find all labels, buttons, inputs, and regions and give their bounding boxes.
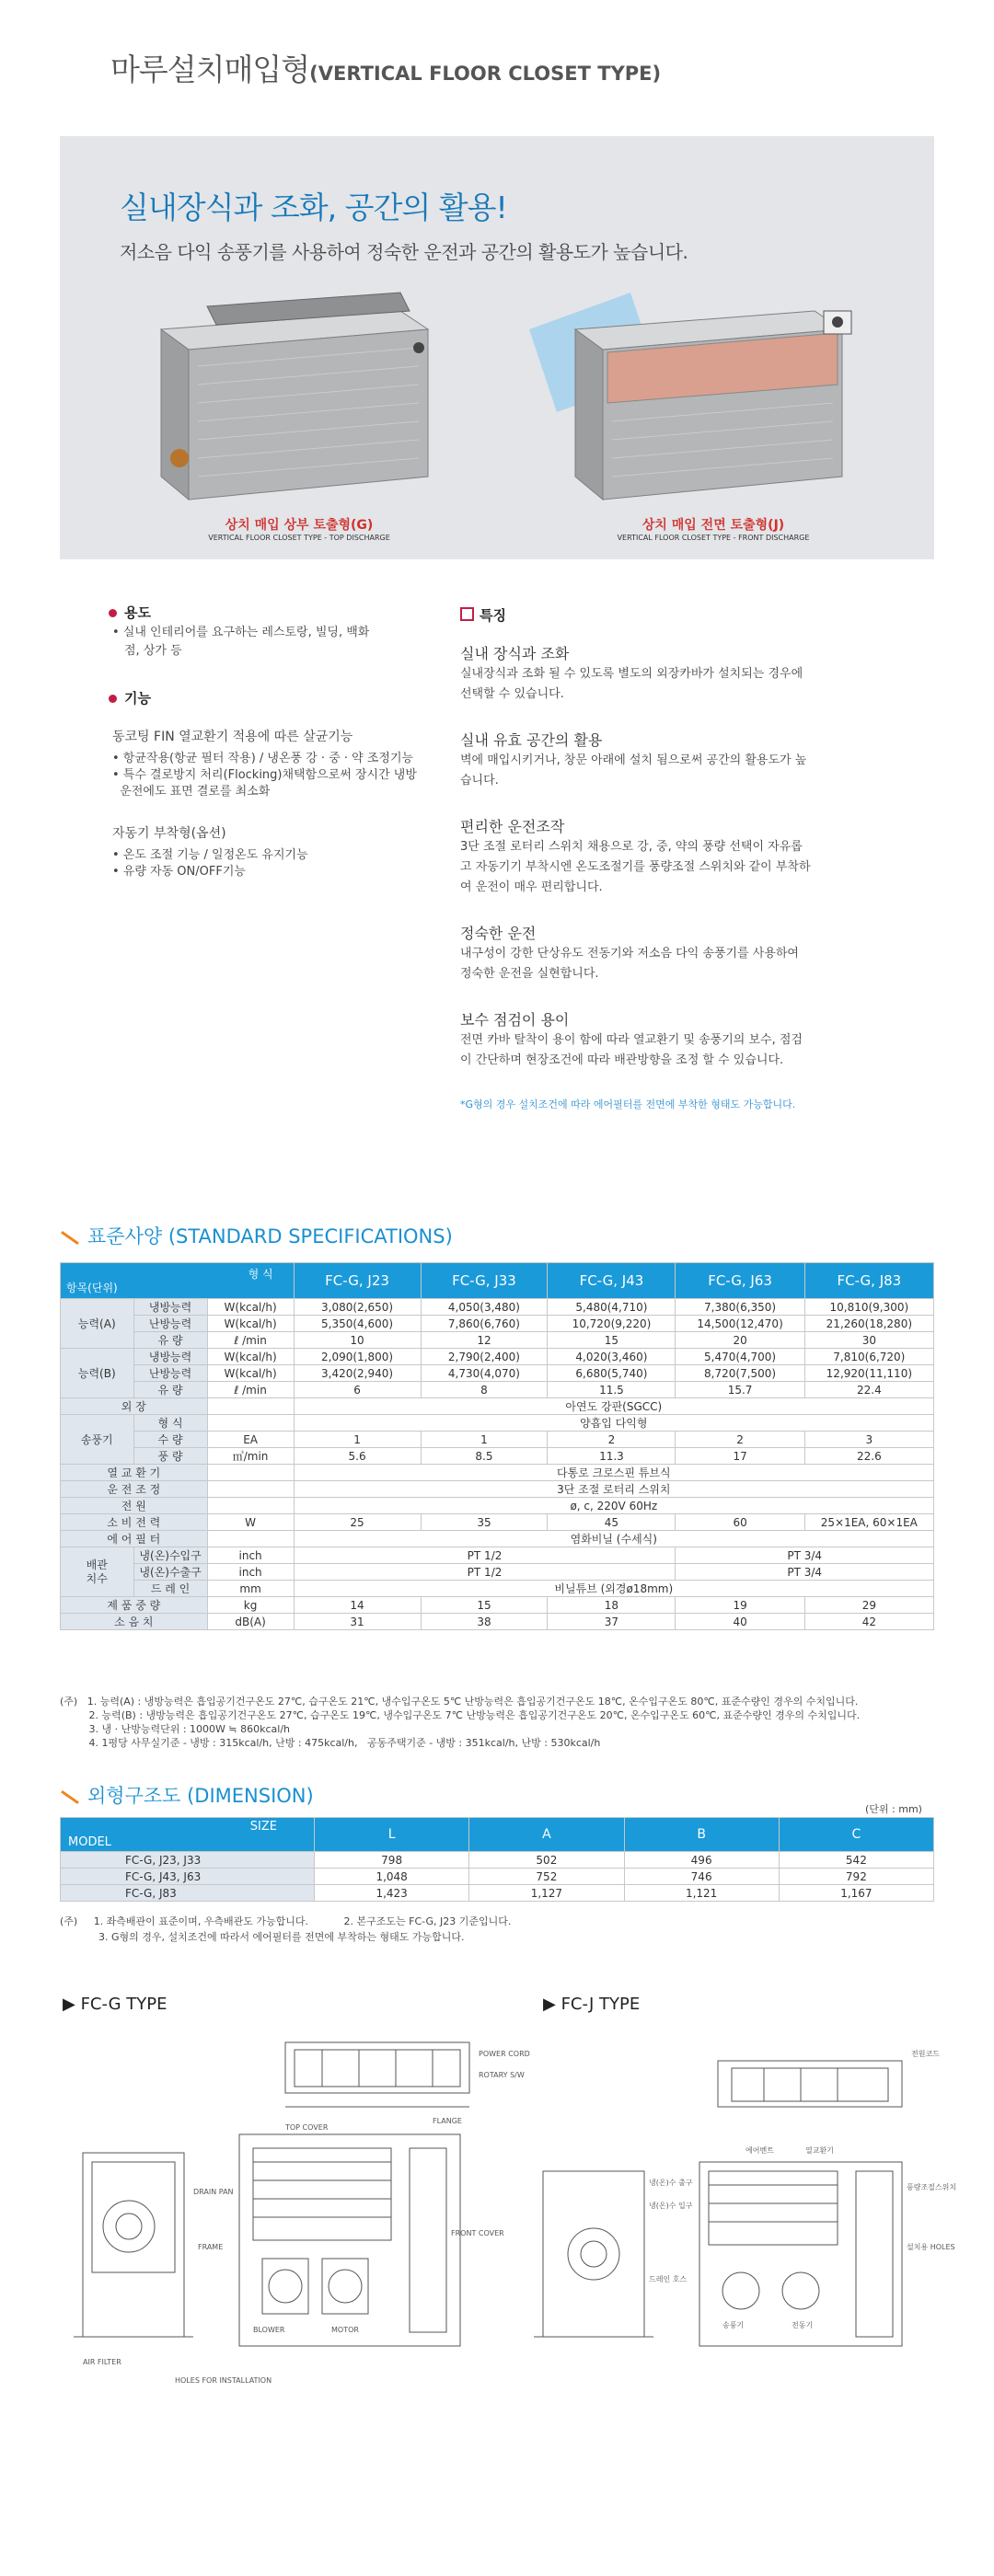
- feature-text-2b: 습니다.: [460, 774, 499, 788]
- table-cell: 5.6: [294, 1448, 421, 1465]
- model-header: FC-G, J33: [421, 1263, 548, 1299]
- table-cell: 10,720(9,220): [548, 1316, 676, 1332]
- feature-title-4: 정숙한 운전: [460, 925, 537, 942]
- row-label: 열 교 환 기: [61, 1465, 208, 1481]
- frame-label: FRAME: [198, 2243, 224, 2251]
- table-cell: 5,480(4,710): [548, 1299, 676, 1316]
- dimension-col-header: L: [315, 1818, 469, 1852]
- fc-j-drawing: [525, 2024, 957, 2410]
- unit-image-top-discharge: [124, 293, 474, 513]
- table-row: [61, 1332, 934, 1349]
- table-cell: 22.4: [804, 1382, 933, 1398]
- j-blower-label: 송풍기: [722, 2321, 745, 2329]
- row-unit: kg: [207, 1597, 294, 1614]
- feature-text-4a: 내구성이 강한 단상유도 전동기와 저소음 다익 송풍기를 사용하여: [460, 947, 799, 960]
- table-cell: 3단 조절 로터리 스위치: [294, 1481, 933, 1498]
- motor-label: MOTOR: [331, 2326, 359, 2334]
- flange-label: FLANGE: [433, 2117, 462, 2125]
- feature-text-3b: 고 자동기기 부착시엔 온도조절기를 풍량조절 스위치와 같이 부착하: [460, 860, 811, 874]
- table-cell: 1,048: [315, 1869, 469, 1885]
- table-cell: 15: [421, 1597, 548, 1614]
- table-cell: 35: [421, 1514, 548, 1531]
- feature-text-1b: 선택할 수 있습니다.: [460, 687, 564, 701]
- table-cell: 18: [548, 1597, 676, 1614]
- table-cell: 11.5: [548, 1382, 676, 1398]
- table-cell: 염화비닐 (수세식): [294, 1531, 933, 1547]
- function-heading: 기능: [109, 688, 151, 707]
- table-cell: 15.7: [676, 1382, 804, 1398]
- table-cell: 아연도 강판(SGCC): [294, 1398, 933, 1415]
- table-row: [61, 1382, 934, 1398]
- dimension-unit: (단위 : mm): [865, 1803, 922, 1815]
- table-cell: 12,920(11,110): [804, 1365, 933, 1382]
- table-cell: 2,090(1,800): [294, 1349, 421, 1365]
- table-row: [61, 1432, 934, 1448]
- rotary-switch-label: ROTARY S/W: [479, 2071, 525, 2079]
- row-label: 난방능력: [133, 1316, 207, 1332]
- j-switch-label: 풍량조절스위치: [907, 2183, 957, 2191]
- row-group-label: 배관 치수: [61, 1547, 134, 1597]
- hero-description: 저소음 다익 송풍기를 사용하여 정숙한 운전과 공간의 활용도가 높습니다.: [120, 241, 688, 263]
- dimension-section-title: 외형구조도 (DIMENSION): [60, 1781, 314, 1809]
- model-header: FC-G, J63: [676, 1263, 804, 1299]
- table-cell: 7,380(6,350): [676, 1299, 804, 1316]
- table-cell: 496: [624, 1852, 779, 1869]
- table-cell: 3,420(2,940): [294, 1365, 421, 1382]
- table-cell: 12: [421, 1332, 548, 1349]
- feature-text-4b: 정숙한 운전을 실현합니다.: [460, 967, 599, 981]
- dimension-corner-cell: [61, 1818, 315, 1852]
- spec-table: [60, 1262, 934, 1630]
- row-group-label: 능력(A): [61, 1299, 134, 1349]
- row-label: 난방능력: [133, 1365, 207, 1382]
- feature-note: *G형의 경우 설치조건에 따라 에어필터를 전면에 부착한 형태도 가능합니다.: [460, 1098, 796, 1110]
- table-row: [61, 1448, 934, 1465]
- table-cell: 1: [421, 1432, 548, 1448]
- table-cell: 14: [294, 1597, 421, 1614]
- feature-title-3: 편리한 운전조작: [460, 818, 565, 835]
- table-cell: 752: [469, 1869, 624, 1885]
- spec-corner-top: 형 식: [248, 1268, 273, 1281]
- spec-section-title: 표준사양 (STANDARD SPECIFICATIONS): [60, 1222, 453, 1249]
- function-item-5: • 유량 자동 ON/OFF기능: [112, 865, 246, 879]
- table-cell: 4,050(3,480): [421, 1299, 548, 1316]
- table-cell: 7,810(6,720): [804, 1349, 933, 1365]
- table-row: [61, 1852, 934, 1869]
- table-cell: 542: [779, 1852, 933, 1869]
- row-label: 소 음 치: [61, 1614, 208, 1630]
- table-cell: 10: [294, 1332, 421, 1349]
- j-vent-label: 에어벤트: [746, 2146, 774, 2155]
- table-row: [61, 1316, 934, 1332]
- feature-title-1: 실내 장식과 조화: [460, 645, 570, 662]
- table-cell: 60: [676, 1514, 804, 1531]
- table-row: [61, 1415, 934, 1432]
- row-unit: ㎥/min: [207, 1448, 294, 1465]
- table-row: [61, 1299, 934, 1316]
- hero-headline: 실내장식과 조화, 공간의 활용!: [120, 190, 507, 225]
- row-label: 전 원: [61, 1498, 208, 1514]
- usage-item-cont: 점, 상가 등: [124, 644, 182, 658]
- row-label: FC-G, J23, J33: [61, 1852, 315, 1869]
- row-group-label: 송풍기: [61, 1415, 134, 1465]
- row-label: 드 레 인: [133, 1581, 207, 1597]
- table-cell: PT 1/2: [294, 1547, 676, 1564]
- table-row: [61, 1365, 934, 1382]
- table-cell: 25: [294, 1514, 421, 1531]
- function-item-3: 운전에도 표면 결로를 최소화: [112, 785, 271, 799]
- row-label: FC-G, J43, J63: [61, 1869, 315, 1885]
- front-cover-label: FRONT COVER: [451, 2229, 504, 2237]
- row-group-label: 능력(B): [61, 1349, 134, 1398]
- function-sub-2: 자동기 부착형(옵션): [112, 826, 226, 841]
- row-label: 수 량: [133, 1432, 207, 1448]
- table-cell: 19: [676, 1597, 804, 1614]
- hero-panel: [60, 136, 934, 559]
- dimension-col-header: B: [624, 1818, 779, 1852]
- row-unit: W(kcal/h): [207, 1299, 294, 1316]
- table-cell: 29: [804, 1597, 933, 1614]
- row-label: 외 장: [61, 1398, 208, 1415]
- row-label: 운 전 조 정: [61, 1481, 208, 1498]
- table-cell: 5,350(4,600): [294, 1316, 421, 1332]
- table-cell: 38: [421, 1614, 548, 1630]
- table-cell: 2,790(2,400): [421, 1349, 548, 1365]
- feature-text-3a: 3단 조절 로터리 스위치 채용으로 강, 중, 약의 풍량 선택이 자유롭: [460, 840, 803, 854]
- table-cell: 798: [315, 1852, 469, 1869]
- row-unit: ℓ /min: [207, 1332, 294, 1349]
- function-item-1: • 항균작용(항균 필터 작용) / 냉온풍 강 · 중 · 약 조정기능: [112, 752, 414, 765]
- row-label: 냉(온)수출구: [133, 1564, 207, 1581]
- table-row: [61, 1564, 934, 1581]
- dimension-size-label: SIZE: [249, 1820, 277, 1834]
- table-cell: 1,121: [624, 1885, 779, 1902]
- dimension-col-header: C: [779, 1818, 933, 1852]
- table-cell: 30: [804, 1332, 933, 1349]
- row-unit: inch: [207, 1564, 294, 1581]
- table-cell: 37: [548, 1614, 676, 1630]
- table-row: [61, 1597, 934, 1614]
- feature-text-5b: 이 간단하며 현장조건에 따라 배관방향을 조정 할 수 있습니다.: [460, 1053, 784, 1067]
- table-cell: 3,080(2,650): [294, 1299, 421, 1316]
- row-label: 형 식: [133, 1415, 207, 1432]
- table-cell: PT 1/2: [294, 1564, 676, 1581]
- left-unit-caption: 상치 매입 상부 토출형(G): [225, 518, 374, 533]
- table-cell: 다통로 크로스핀 튜브식: [294, 1465, 933, 1481]
- table-cell: 4,730(4,070): [421, 1365, 548, 1382]
- dimension-col-header: A: [469, 1818, 624, 1852]
- drain-pan-label: DRAIN PAN: [193, 2188, 234, 2196]
- table-cell: 20: [676, 1332, 804, 1349]
- row-label: 유 량: [133, 1332, 207, 1349]
- table-row: [61, 1349, 934, 1365]
- page-title-sub: (VERTICAL FLOOR CLOSET TYPE): [309, 63, 662, 85]
- top-cover-label: TOP COVER: [285, 2123, 329, 2132]
- feature-text-1a: 실내장식과 조화 될 수 있도록 별도의 외장카바가 설치되는 경우에: [460, 667, 803, 681]
- spec-corner-cell: [61, 1263, 295, 1299]
- table-cell: 10,810(9,300): [804, 1299, 933, 1316]
- dimension-table: [60, 1817, 934, 1902]
- fc-g-type-title: ▶ FC-G TYPE: [63, 1995, 168, 2014]
- row-unit: [207, 1465, 294, 1481]
- j-drain-label: 드레인 호스: [649, 2275, 688, 2283]
- table-cell: 11.3: [548, 1448, 676, 1465]
- table-cell: 1,167: [779, 1885, 933, 1902]
- table-cell: 22.6: [804, 1448, 933, 1465]
- row-unit: [207, 1415, 294, 1432]
- row-unit: W(kcal/h): [207, 1316, 294, 1332]
- table-row: [61, 1498, 934, 1514]
- table-cell: 2: [548, 1432, 676, 1448]
- blower-label: BLOWER: [253, 2326, 285, 2334]
- right-unit-caption: 상치 매입 전면 토출형(J): [641, 518, 785, 533]
- table-row: [61, 1398, 934, 1415]
- row-label: 제 품 중 량: [61, 1597, 208, 1614]
- row-unit: W(kcal/h): [207, 1365, 294, 1382]
- table-cell: 2: [676, 1432, 804, 1448]
- page-title: [110, 46, 661, 89]
- features-heading: [460, 605, 506, 625]
- table-cell: PT 3/4: [676, 1547, 934, 1564]
- square-icon: [460, 607, 474, 621]
- row-unit: [207, 1481, 294, 1498]
- spec-note-2: 2. 능력(B) : 냉방능력은 흡입공기건구온도 27℃, 습구온도 19℃, 냉수입구온도 7℃ 난방능력은 흡입공기건구온도 20℃, 온수입구온도 60℃, 표준수량인 경우의 수치입니다.: [60, 1709, 861, 1721]
- table-cell: 21,260(18,280): [804, 1316, 933, 1332]
- table-cell: 8.5: [421, 1448, 548, 1465]
- table-cell: 25×1EA, 60×1EA: [804, 1514, 933, 1531]
- row-label: 냉방능력: [133, 1349, 207, 1365]
- row-unit: EA: [207, 1432, 294, 1448]
- table-cell: 1,127: [469, 1885, 624, 1902]
- j-motor-label: 전동기: [792, 2321, 814, 2329]
- table-cell: 42: [804, 1614, 933, 1630]
- j-holes-label: 설치용 HOLES: [907, 2243, 955, 2251]
- table-cell: ø, c, 220V 60Hz: [294, 1498, 933, 1514]
- table-cell: 1: [294, 1432, 421, 1448]
- j-heat-exchanger-label: 열교환기: [805, 2146, 834, 2155]
- feature-title-2: 실내 유효 공간의 활용: [460, 731, 603, 749]
- table-cell: 45: [548, 1514, 676, 1531]
- feature-text-5a: 전면 카바 탈착이 용이 함에 따라 열교환기 및 송풍기의 보수, 점검: [460, 1033, 803, 1047]
- table-row: [61, 1614, 934, 1630]
- usage-item: • 실내 인테리어를 요구하는 레스토랑, 빌딩, 백화: [112, 626, 370, 639]
- row-label: 냉방능력: [133, 1299, 207, 1316]
- spec-note-3: 3. 냉 · 난방능력단위 : 1000W ≒ 860kcal/h: [60, 1723, 291, 1735]
- row-unit: W(kcal/h): [207, 1349, 294, 1365]
- table-row: [61, 1885, 934, 1902]
- table-cell: 양흡입 다익형: [294, 1415, 933, 1432]
- row-label: 소 비 전 력: [61, 1514, 208, 1531]
- spec-note-4: 4. 1평당 사무실기준 - 냉방 : 315kcal/h, 난방 : 475kcal/h, 공동주택기준 - 냉방 : 351kcal/h, 난방 : 530kcal/h: [60, 1737, 601, 1749]
- table-cell: 746: [624, 1869, 779, 1885]
- row-label: 풍 량: [133, 1448, 207, 1465]
- row-label: 에 어 필 터: [61, 1531, 208, 1547]
- function-item-2: • 특수 결로방지 처리(Flocking)채택함으로써 장시간 냉방: [112, 768, 417, 782]
- spec-corner-bottom: 항목(단위): [66, 1282, 118, 1294]
- table-cell: 792: [779, 1869, 933, 1885]
- table-cell: 8: [421, 1382, 548, 1398]
- table-row: [61, 1481, 934, 1498]
- table-row: [61, 1531, 934, 1547]
- features-heading-label: 특징: [480, 607, 506, 624]
- feature-title-5: 보수 점검이 용이: [460, 1011, 570, 1029]
- model-header: FC-G, J43: [548, 1263, 676, 1299]
- spec-note-1: (주) 1. 능력(A) : 냉방능력은 흡입공기건구온도 27℃, 습구온도 21℃, 냉수입구온도 5℃ 난방능력은 흡입공기건구온도 18℃, 온수입구온도 80℃, 표준수량인 경우의 수치입니다.: [60, 1696, 859, 1708]
- power-cord-label: POWER CORD: [479, 2050, 530, 2058]
- page-title-main: 마루설치매입형: [110, 52, 310, 87]
- table-cell: 15: [548, 1332, 676, 1349]
- row-unit: dB(A): [207, 1614, 294, 1630]
- left-unit-subcaption: VERTICAL FLOOR CLOSET TYPE - TOP DISCHARGE: [208, 534, 390, 542]
- right-unit-subcaption: VERTICAL FLOOR CLOSET TYPE - FRONT DISCHARGE: [617, 534, 810, 542]
- row-unit: [207, 1498, 294, 1514]
- table-row: [61, 1581, 934, 1597]
- holes-label: HOLES FOR INSTALLATION: [175, 2376, 272, 2385]
- fc-g-drawing: [55, 2024, 530, 2410]
- table-cell: 502: [469, 1852, 624, 1869]
- row-unit: ℓ /min: [207, 1382, 294, 1398]
- feature-text-2a: 벽에 매입시키거나, 창문 아래에 설치 됨으로써 공간의 활용도가 높: [460, 753, 807, 767]
- j-outlet-label: 냉(온)수 입구: [649, 2202, 693, 2210]
- row-unit: [207, 1531, 294, 1547]
- row-label: 냉(온)수입구: [133, 1547, 207, 1564]
- j-inlet-label: 냉(온)수 출구: [649, 2179, 693, 2187]
- dimension-note-1: (주) 1. 좌측배관이 표준이며, 우측배관도 가능합니다. 2. 본구조도는 FC-G, J23 기준입니다.: [60, 1915, 512, 1927]
- dimension-note-2: 3. G형의 경우, 설치조건에 따라서 에어필터를 전면에 부착하는 형태도 가능합니다.: [60, 1931, 465, 1943]
- table-cell: 17: [676, 1448, 804, 1465]
- table-cell: 14,500(12,470): [676, 1316, 804, 1332]
- fc-j-type-title: ▶ FC-J TYPE: [543, 1995, 641, 2014]
- function-item-4: • 온도 조절 기능 / 일정온도 유지기능: [112, 848, 308, 862]
- model-header: FC-G, J83: [804, 1263, 933, 1299]
- row-unit: [207, 1398, 294, 1415]
- row-unit: inch: [207, 1547, 294, 1564]
- table-cell: 6,680(5,740): [548, 1365, 676, 1382]
- usage-heading: 용도: [109, 603, 151, 622]
- table-cell: PT 3/4: [676, 1564, 934, 1581]
- table-cell: 4,020(3,460): [548, 1349, 676, 1365]
- table-cell: 8,720(7,500): [676, 1365, 804, 1382]
- row-label: 유 량: [133, 1382, 207, 1398]
- table-cell: 1,423: [315, 1885, 469, 1902]
- table-cell: 7,860(6,760): [421, 1316, 548, 1332]
- table-cell: 6: [294, 1382, 421, 1398]
- function-sub-1: 동코팅 FIN 열교환기 적용에 따른 살균기능: [112, 730, 353, 744]
- row-unit: W: [207, 1514, 294, 1531]
- table-cell: 31: [294, 1614, 421, 1630]
- unit-image-front-discharge: [520, 274, 907, 513]
- table-cell: 5,470(4,700): [676, 1349, 804, 1365]
- table-cell: 비닐튜브 (외경ø18mm): [294, 1581, 933, 1597]
- dimension-model-label: MODEL: [68, 1835, 111, 1849]
- table-row: [61, 1514, 934, 1531]
- j-power-cord-label: 전원코드: [911, 2050, 940, 2058]
- table-row: [61, 1547, 934, 1564]
- model-header: FC-G, J23: [294, 1263, 421, 1299]
- table-cell: 40: [676, 1614, 804, 1630]
- table-row: [61, 1465, 934, 1481]
- row-unit: mm: [207, 1581, 294, 1597]
- air-filter-label: AIR FILTER: [83, 2358, 121, 2366]
- feature-text-3c: 여 운전이 매우 편리합니다.: [460, 880, 603, 894]
- table-cell: 3: [804, 1432, 933, 1448]
- table-row: [61, 1869, 934, 1885]
- row-label: FC-G, J83: [61, 1885, 315, 1902]
